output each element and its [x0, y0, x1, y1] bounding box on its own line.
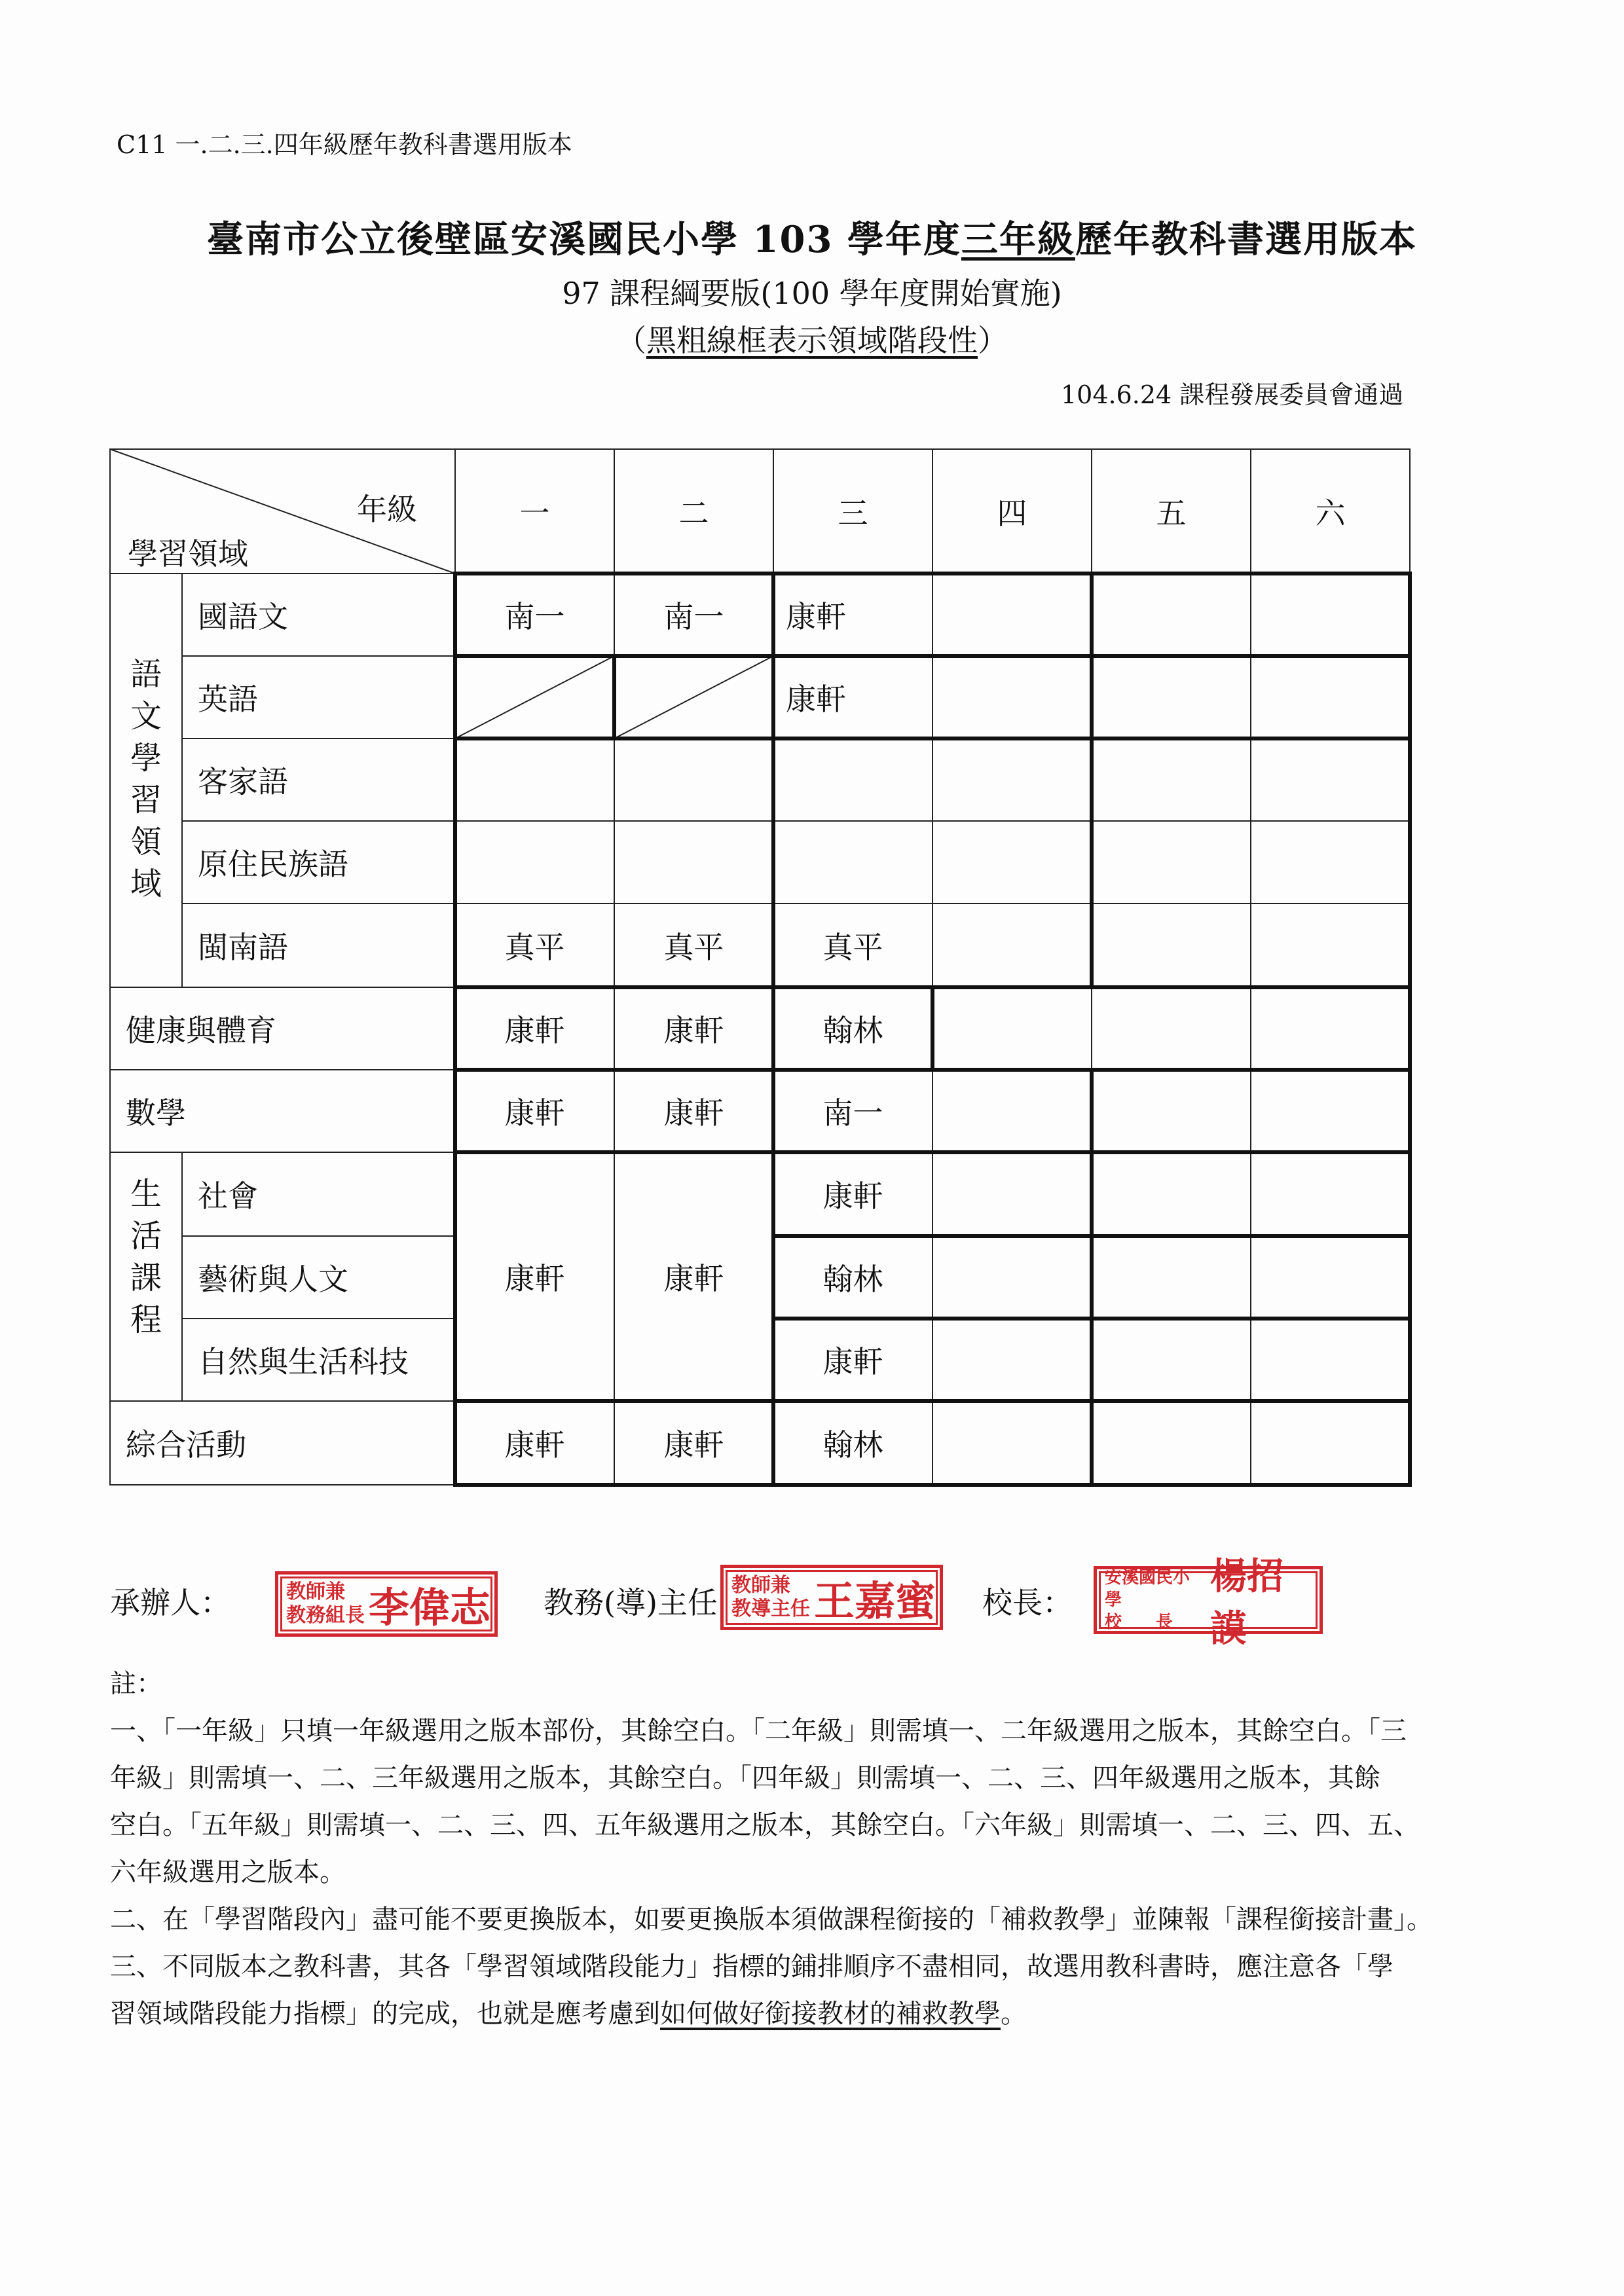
note-line-7: [110, 1993, 1027, 2030]
title-prefix: 臺南市公立後壁區安溪國民小學 103 學年度: [207, 218, 961, 261]
cell-math-g3: 南一: [822, 1095, 883, 1131]
note-line-7-pre: 習領域階段能力指標」的完成，也就是應考慮到: [110, 1999, 660, 2029]
cell-life-g2-merged: 康軒: [663, 1261, 724, 1296]
cell-integrative-g3: 翰林: [822, 1427, 883, 1463]
cell-health-g1: 康軒: [504, 1013, 565, 1048]
grade-header-3: 三: [838, 496, 868, 531]
legend-open: （: [616, 323, 646, 358]
cell-health-g3: 翰林: [822, 1013, 883, 1048]
note-line-4: 六年級選用之版本。: [110, 1857, 346, 1887]
cell-health-g2: 康軒: [663, 1013, 724, 1048]
curriculum-version: 97 課程綱要版(100 學年度開始實施): [562, 276, 1062, 311]
director-stamp: 教師兼 教導主任 王嘉蜜: [720, 1565, 943, 1630]
row-label-mandarin: 國語文: [198, 599, 288, 634]
principal-label: 校長：: [982, 1585, 1073, 1620]
cell-social-g3: 康軒: [822, 1178, 883, 1214]
grade-header-5: 五: [1156, 496, 1187, 531]
row-label-minnan: 閩南語: [198, 930, 288, 965]
legend-close: ）: [978, 323, 1008, 358]
grade-header-6: 六: [1315, 496, 1346, 531]
group-life-label: 生活課程: [130, 1176, 162, 1338]
grade-header-1: 一: [519, 496, 550, 531]
grade-header-2: 二: [678, 496, 709, 531]
cell-mandarin-g1: 南一: [504, 599, 565, 634]
cell-minnan-g3: 真平: [822, 930, 883, 965]
corner-grade-label: 年級: [357, 492, 417, 527]
note-line-7-emphasis: 如何做好銜接教材的補救教學: [660, 1999, 1001, 2029]
note-line-7-post: 。: [1001, 1999, 1027, 2029]
cell-life-g1-merged: 康軒: [504, 1261, 565, 1296]
note-line-2: 年級」則需填一、二、三年級選用之版本，其餘空白。「四年級」則需填一、二、三、四年級選用之版本，其餘: [110, 1763, 1380, 1793]
cell-arts-g3: 翰林: [822, 1262, 883, 1297]
note-line-6: 三、不同版本之教科書，其各「學習領域階段能力」指標的鋪排順序不盡相同，故選用教科書時，應注意各「學: [110, 1952, 1393, 1982]
cell-math-g1: 康軒: [504, 1095, 565, 1131]
cell-mandarin-g2: 南一: [663, 599, 724, 634]
organizer-stamp: 教師兼 教務組長 李偉志: [275, 1571, 498, 1637]
cell-science-g3: 康軒: [822, 1344, 883, 1379]
principal-stamp: 安溪國民小學 校 長 楊招謨: [1094, 1566, 1323, 1634]
row-label-social: 社會: [198, 1178, 258, 1214]
group-language-label: 語文學習領域: [130, 656, 162, 902]
approval-date: 104.6.24 課程發展委員會通過: [1061, 380, 1404, 409]
legend-text: 黑粗線框表示領域階段性: [646, 323, 978, 358]
row-label-health: 健康與體育: [126, 1013, 276, 1048]
cell-english-g3: 康軒: [786, 682, 846, 717]
cell-minnan-g2: 真平: [663, 930, 724, 965]
document-code: C11 一.二.三.四年級歷年教科書選用版本: [117, 130, 572, 159]
row-label-science: 自然與生活科技: [198, 1344, 409, 1379]
cell-mandarin-g3: 康軒: [786, 599, 846, 634]
row-label-indigenous: 原住民族語: [198, 847, 348, 882]
note-line-3: 空白。「五年級」則需填一、二、三、四、五年級選用之版本，其餘空白。「六年級」則需填一、二、三、四、五、: [110, 1810, 1420, 1840]
row-label-arts: 藝術與人文: [198, 1262, 348, 1297]
row-label-english: 英語: [198, 682, 258, 717]
cell-minnan-g1: 真平: [504, 930, 565, 965]
corner-domain-label: 學習領域: [128, 536, 248, 572]
title-grade: 三年級: [961, 218, 1075, 261]
cell-integrative-g2: 康軒: [663, 1427, 724, 1463]
notes-title: 註：: [110, 1669, 162, 1699]
note-line-5: 二、在「學習階段內」盡可能不要更換版本，如要更換版本須做課程銜接的「補救教學」並陳報「課程銜接計畫」。: [110, 1904, 1433, 1935]
grade-header-4: 四: [997, 496, 1027, 531]
cell-math-g2: 康軒: [663, 1095, 724, 1131]
row-label-integrative: 綜合活動: [126, 1427, 246, 1463]
cell-integrative-g1: 康軒: [504, 1427, 565, 1463]
organizer-label: 承辦人：: [110, 1585, 231, 1620]
row-label-hakka: 客家語: [198, 764, 288, 799]
title-suffix: 歷年教科書選用版本: [1075, 218, 1417, 261]
director-label: 教務(導)主任：: [544, 1585, 748, 1620]
row-label-math: 數學: [126, 1095, 186, 1131]
note-line-1: 一、「一年級」只填一年級選用之版本部份，其餘空白。「二年級」則需填一、二年級選用之版本，其餘空白。「三: [110, 1716, 1407, 1746]
